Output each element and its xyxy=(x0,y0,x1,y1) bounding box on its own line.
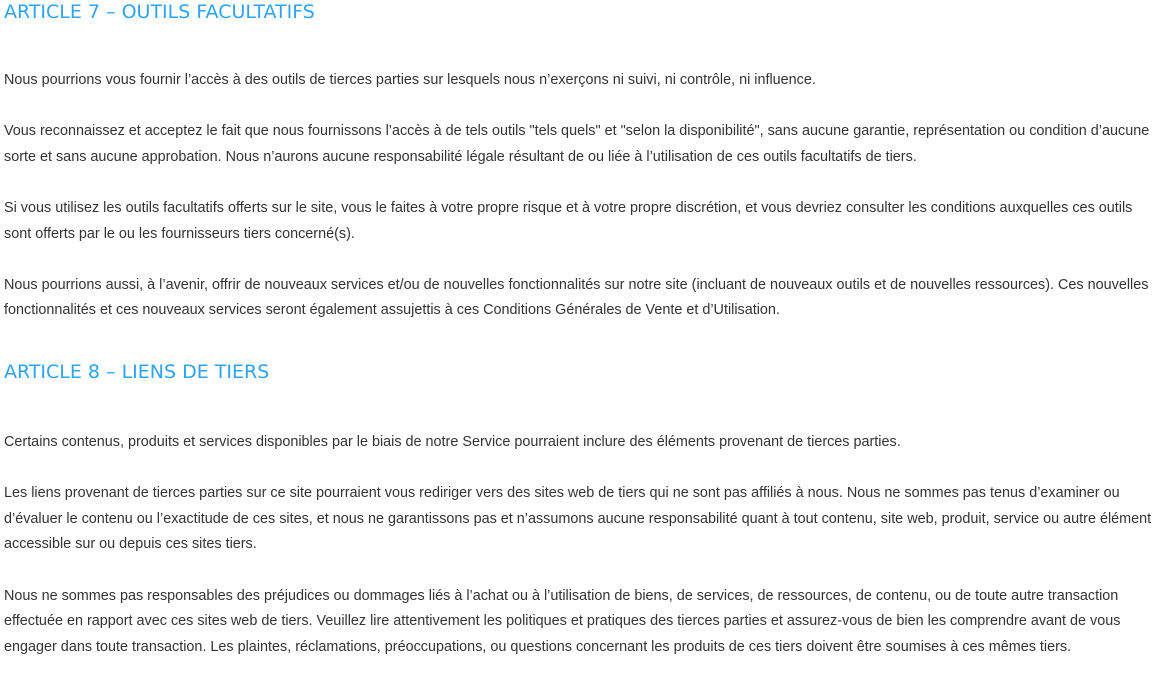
article-7-paragraph-4: Nous pourrions aussi, à l’avenir, offrir de nouveaux services et/ou de nouvelles fonctionnalités sur notre site (incluant de nouveaux outils et de nouvelles ressources). Ces nouvelles fonctionnalités et ces nouveaux services seront également assujettis à ces Conditions Générales de Vente et d’Utilisation. xyxy=(4,276,1149,319)
article-8-paragraph-1: Certains contenus, produits et services disponibles par le biais de notre Service pourraient inclure des éléments provenant de tierces parties. xyxy=(4,433,901,450)
terms-content xyxy=(4,0,1152,660)
article-7-paragraph-2: Vous reconnaissez et acceptez le fait que nous fournissons l’accès à de tels outils "tels quels" et "selon la disponibilité", sans aucune garantie, représentation ou condition d’aucune sorte et sans aucune approbation. Nous n’aurons aucune responsabilité légale résultant de ou liée à l’utilisation de ces outils facultatifs de tiers. xyxy=(4,123,1150,165)
article-8-section xyxy=(4,360,1152,660)
article-8-heading: ARTICLE 8 – LIENS DE TIERS xyxy=(4,360,270,383)
article-8-paragraph-2: Les liens provenant de tierces parties sur ce site pourraient vous rediriger vers des sites web de tiers qui ne sont pas affiliés à nous. Nous ne sommes pas tenus d’examiner ou d’évaluer le contenu ou l’exactitude de ces sites, et nous ne garantissons pas et n’assumons aucune responsabilité quant à tout contenu, site web, produit, service ou autre élément accessible sur ou depuis ces sites tiers. xyxy=(4,485,1152,553)
article-7-paragraph-3: Si vous utilisez les outils facultatifs offerts sur le site, vous le faites à votre propre risque et à votre propre discrétion, et vous devriez consulter les conditions auxquelles ces outils sont offerts par le ou les fournisseurs tiers concerné(s). xyxy=(4,199,1133,242)
article-7-heading: ARTICLE 7 – OUTILS FACULTATIFS xyxy=(4,1,315,23)
article-7-paragraph-1: Nous pourrions vous fournir l’accès à des outils de tierces parties sur lesquels nous n’exerçons ni suivi, ni contrôle, ni influence. xyxy=(4,72,816,88)
article-7-section xyxy=(4,0,1152,324)
article-8-paragraph-3: Nous ne sommes pas responsables des préjudices ou dommages liés à l’achat ou à l’utilisation de biens, de services, de ressources, de contenu, ou de toute autre transaction effectuée en rapport avec ces sites web de tiers. Veuillez lire attentivement les politiques et pratiques des tierces parties et assurez-vous de bien les comprendre avant de vous engager dans toute transaction. Les plaintes, réclamations, préoccupations, ou questions concernant les produits de ces tiers doivent être soumises à ces mêmes tiers. xyxy=(4,587,1121,655)
